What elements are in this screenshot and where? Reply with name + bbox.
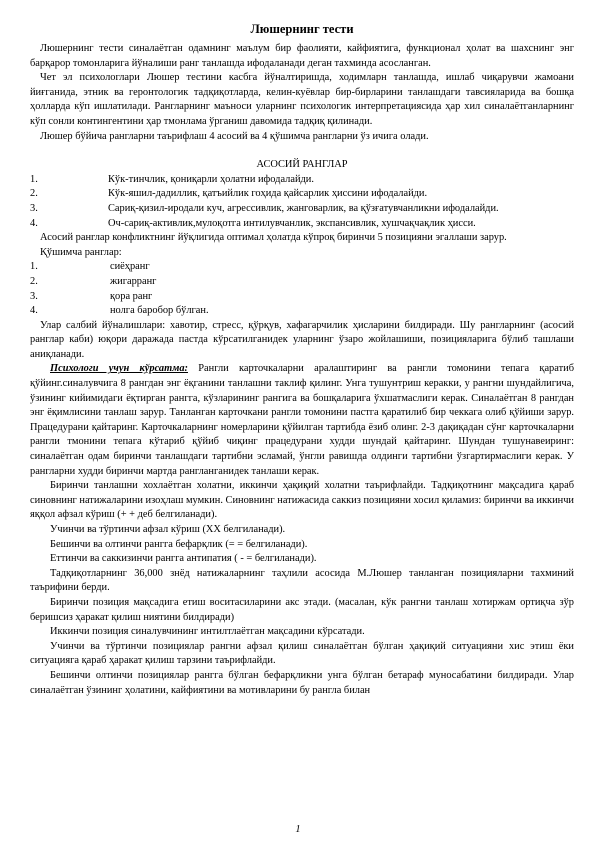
body-paragraph: Биринчи танлашни хохлаётган холатни, иккинчи ҳақиқий холатни таърифлайди. Тадқиқотнинг мақсадига қараб синовнинг натижаларини изоҳлаш мумкин. Синовнинг натижасида саккиз позицияни хосил қиламиз: биринчи ва иккинчи яққол афзал кўриш (+ + деб белгиланади). [30, 480, 574, 521]
document-page [30, 22, 574, 698]
body-paragraph: Тадқиқотларнинг 36,000 знёд натижаларнинг таҳлили асосида М.Люшер танланган позицияларни тахминий таърифини берди. [30, 567, 574, 594]
page-title: Люшернинг тести [250, 22, 354, 36]
list-text: Кўк-яшил-дадиллик, қатъийлик гоҳида қайсарлик ҳиссини ифодалайди. [108, 188, 428, 200]
list-text: қора ранг [110, 290, 153, 302]
list-text: сиёҳранг [110, 261, 150, 273]
list-text: Оч-сариқ-активлик,мулоқотга интилувчанлик, экспансивлик, хушчақчақлик ҳисси. [108, 217, 476, 229]
basic-color-item [30, 217, 574, 232]
list-number: 2. [30, 188, 38, 200]
intro-paragraph-2: Чет эл психологлари Люшер тестини касбга йўналтиришда, ходимларн танлашда, ишлаб чиқарувчи жамоани йиғганида, этник ва геронтологик тадқиқотларда, келин-куёвлар бир-бирларини танлашдаги тавсияларида ва бошқа ҳолларда кўп ишлатилади. Рангларнинг маъноси уларнинг психологик интерпретациясида ҳар хил синалаётганларнинг кўп сонли контингентини ҳар тмонлама ўрганиш давомида тадқиқ қилинади. [30, 72, 574, 127]
page-number: 1 [295, 824, 301, 835]
instruction-paragraph [30, 362, 574, 479]
extra-colors-heading: Қўшимча ранглар: [40, 246, 122, 258]
instruction-label: Психологи учун кўрсатма: [50, 363, 188, 375]
list-number: 2. [30, 275, 38, 287]
body-paragraph: Еттинчи ва саккизинчи рангга антипатия ( - = белгиланади). [50, 553, 317, 565]
extra-colors-note: Улар салбий йўналишлари: хавотир, стресс, қўрқув, хафагарчилик ҳисларини билдиради. Шу рангларнинг (асосий ранглар каби) юқори даражада пастда кўрсатилганидек уларнинг ўзаро жойлашиши, позицияларига бўлиб ташлаши аниқланади. [30, 319, 574, 360]
basic-colors-note: Асосий ранглар конфликтнинг йўқлигида оптимал ҳолатда кўпроқ биринчи 5 позицияни эгаллаши зарур. [40, 232, 507, 244]
body-paragraph: Биринчи позиция мақсадига етиш воситасиларини акс этади. (масалан, кўк рангни танлаш хотиржам ортиқча зўр беришсиз ҳаракат қилиш ниятини билдиради) [30, 596, 574, 623]
intro-paragraph-1: Люшернинг тести синалаётган одамнинг маълум бир фаолияти, кайфиятига, функционал ҳолат ва шахснинг энг барқарор томонларига йўналиши ранг танлашда ифодаланади деган тахминда асосланган. [30, 43, 574, 69]
body-paragraph: Учинчи ва тўртинчи позициялар рангни афзал қилиш синалаётган бўлган ҳақиқий ситуацияни хис этиш ёки ситуацияга қараб ҳаракат қилиш тарзини таърифлайди. [30, 640, 574, 667]
extra-color-item [30, 304, 574, 319]
list-text: жигарранг [110, 275, 157, 287]
list-number: 1. [30, 173, 38, 185]
intro-paragraph-3: Люшер бўйича рангларни таърифлаш 4 асосий ва 4 қўшимча рангларни ўз ичига олади. [40, 130, 429, 142]
list-number: 4. [30, 305, 38, 317]
basic-color-item [30, 187, 574, 202]
list-number: 3. [30, 202, 38, 214]
instruction-text: Рангли карточкаларни аралаштиринг ва рангли томонини тепага қаратиб қўйинг.синалувчига 8 рангдан энг ёқганини танлашни таклиф қилинг. Унга тушунтриш керакки, у рангни шундайлигича, ўзининг кийимидаги ёқтирган рангга, кўзларининг рангига ва бошқаларига ўхшатмаслиги керак. Синалаётган 8 рангдан энг ёқимлисини танлаш зарур. Танланган карточкани рангли томонини пастга қаратилиб бир чеккага олиб қўйиши зарур. Працедурани қайтаринг. Карточкаларнинг номерларини қўйилган тартибда ёзиб олинг. 2-3 дақиқадан сўнг карточкаларни рангли тмонини тепага кўтариб қўйиб чиқинг працедурани худди шундай қайтаринг. Шундан тушунавеиринг: синалаётган одам биринчи танлашдаги тартибни эсламай, ўнгли равишда олдинги тартибни ўзгартирмаслиги керак. У рангларни худди биринчи мартда рангланганидек танлаши керак. [30, 363, 574, 477]
body-paragraph: Учинчи ва тўртинчи афзал кўриш (ХХ белгиланади). [50, 524, 286, 535]
list-text: Сариқ-қизил-иродали куч, агрессивлик, жанговарлик, ва қўзғатувчанликни ифодалайди. [108, 202, 499, 214]
body-paragraph: Бешинчи ва олтинчи рангга бефарқлик (= = белгиланади). [50, 538, 308, 550]
extra-color-item [30, 275, 574, 290]
basic-color-item [30, 202, 574, 217]
body-paragraph: Иккинчи позиция синалувчининг интилтлаётган мақсадини кўрсатади. [50, 626, 365, 638]
list-number: 4. [30, 217, 38, 229]
body-paragraph: Бешинчи олтинчи позициялар рангга бўлган бефарқликни унга бўлган бетараф муносабатини билдиради. Улар синалаётган ўзининг ҳолатини, кайфиятини ва мотивларини бу рангла билан [30, 669, 574, 696]
list-text: нолга баробор бўлган. [110, 305, 209, 317]
list-number: 1. [30, 261, 38, 273]
list-number: 3. [30, 290, 38, 302]
basic-color-item [30, 173, 574, 188]
extra-color-item [30, 260, 574, 275]
list-text: Кўк-тинчлик, қониқарли ҳолатни ифодалайди. [108, 173, 314, 185]
extra-color-item [30, 290, 574, 305]
basic-colors-heading: АСОСИЙ РАНГЛАР [256, 159, 348, 171]
